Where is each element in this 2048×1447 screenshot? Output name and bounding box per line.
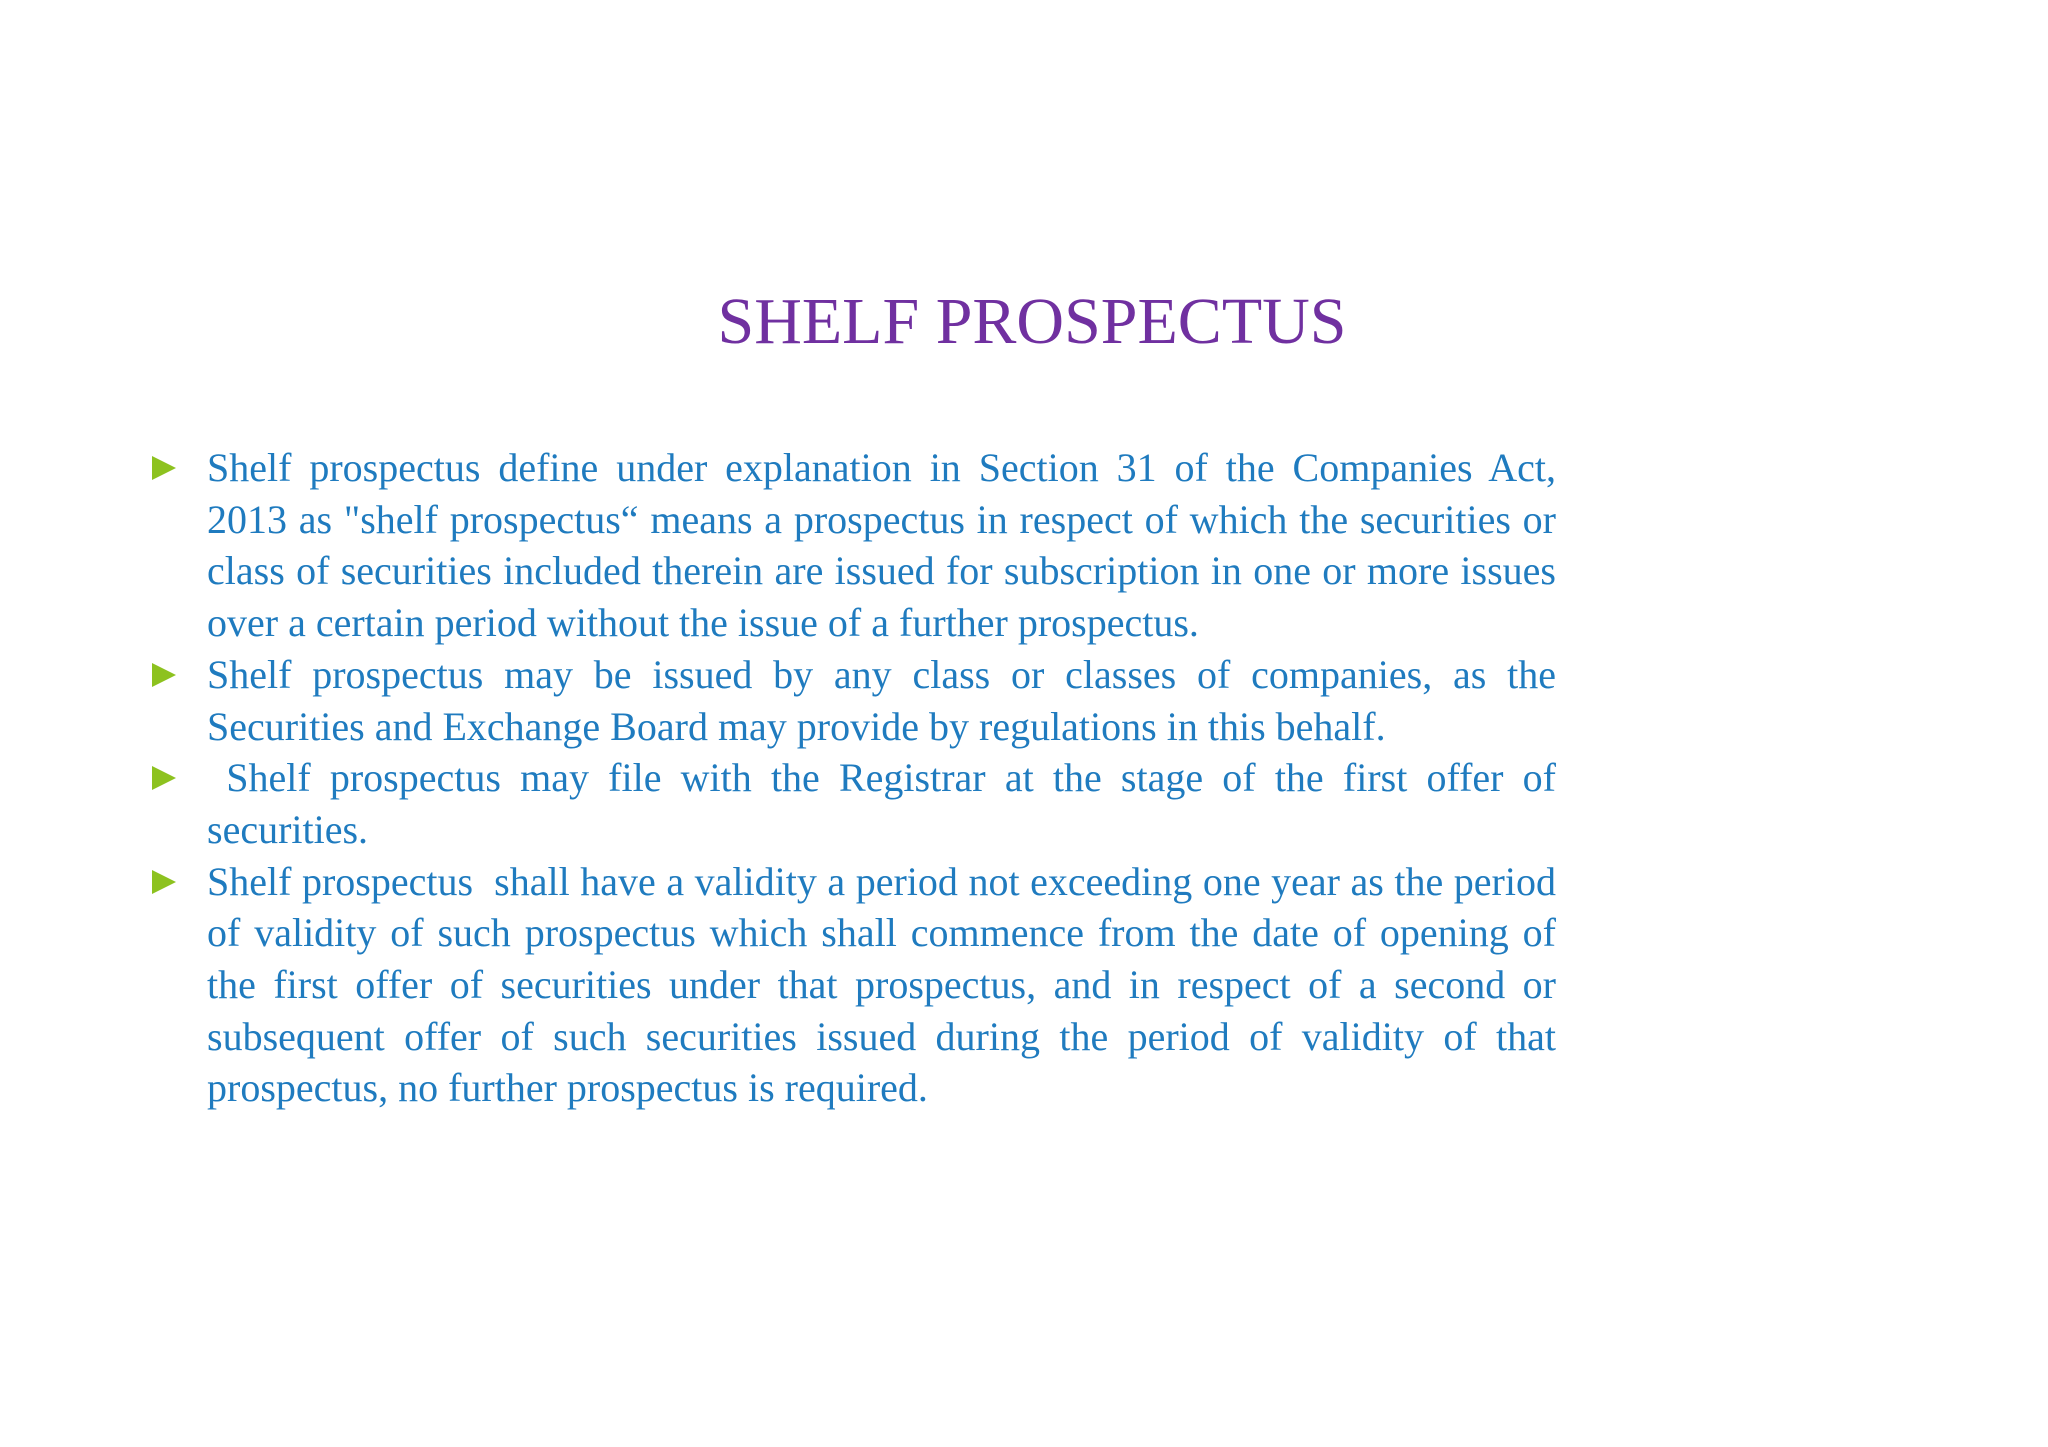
bullet-item — [150, 649, 1556, 752]
triangle-right-icon — [152, 766, 176, 790]
triangle-right-icon — [152, 870, 176, 894]
triangle-right-icon — [152, 456, 176, 480]
bullet-text: Shelf prospectus define under explanation in Section 31 of the Companies Act, 2013 as "shelf prospectus“ means a prospectus in respect of which the securities or class of securities included therein are issued for subscription in one or more issues over a certain period without the issue of a further prospectus. — [207, 445, 1556, 646]
bullet-text: Shelf prospectus shall have a validity a period not exceeding one year as the period of validity of such prospectus which shall commence from the date of opening of the first offer of securities under that prospectus, and in respect of a second or subsequent offer of such securities issued during the period of validity of that prospectus, no further prospectus is required. — [207, 858, 1566, 1111]
bullet-list — [150, 442, 1567, 1114]
slide-title: SHELF PROSPECTUS — [717, 285, 1347, 358]
bullet-item — [150, 442, 1556, 649]
bullet-item — [150, 752, 1567, 855]
bullet-item — [150, 856, 1566, 1115]
triangle-right-icon — [152, 663, 176, 687]
bullet-text: Shelf prospectus may be issued by any class or classes of companies, as the Securities and Exchange Board may provide by regulations in this behalf. — [207, 651, 1556, 749]
bullet-text: Shelf prospectus may file with the Registrar at the stage of the first offer of securities. — [207, 755, 1567, 852]
